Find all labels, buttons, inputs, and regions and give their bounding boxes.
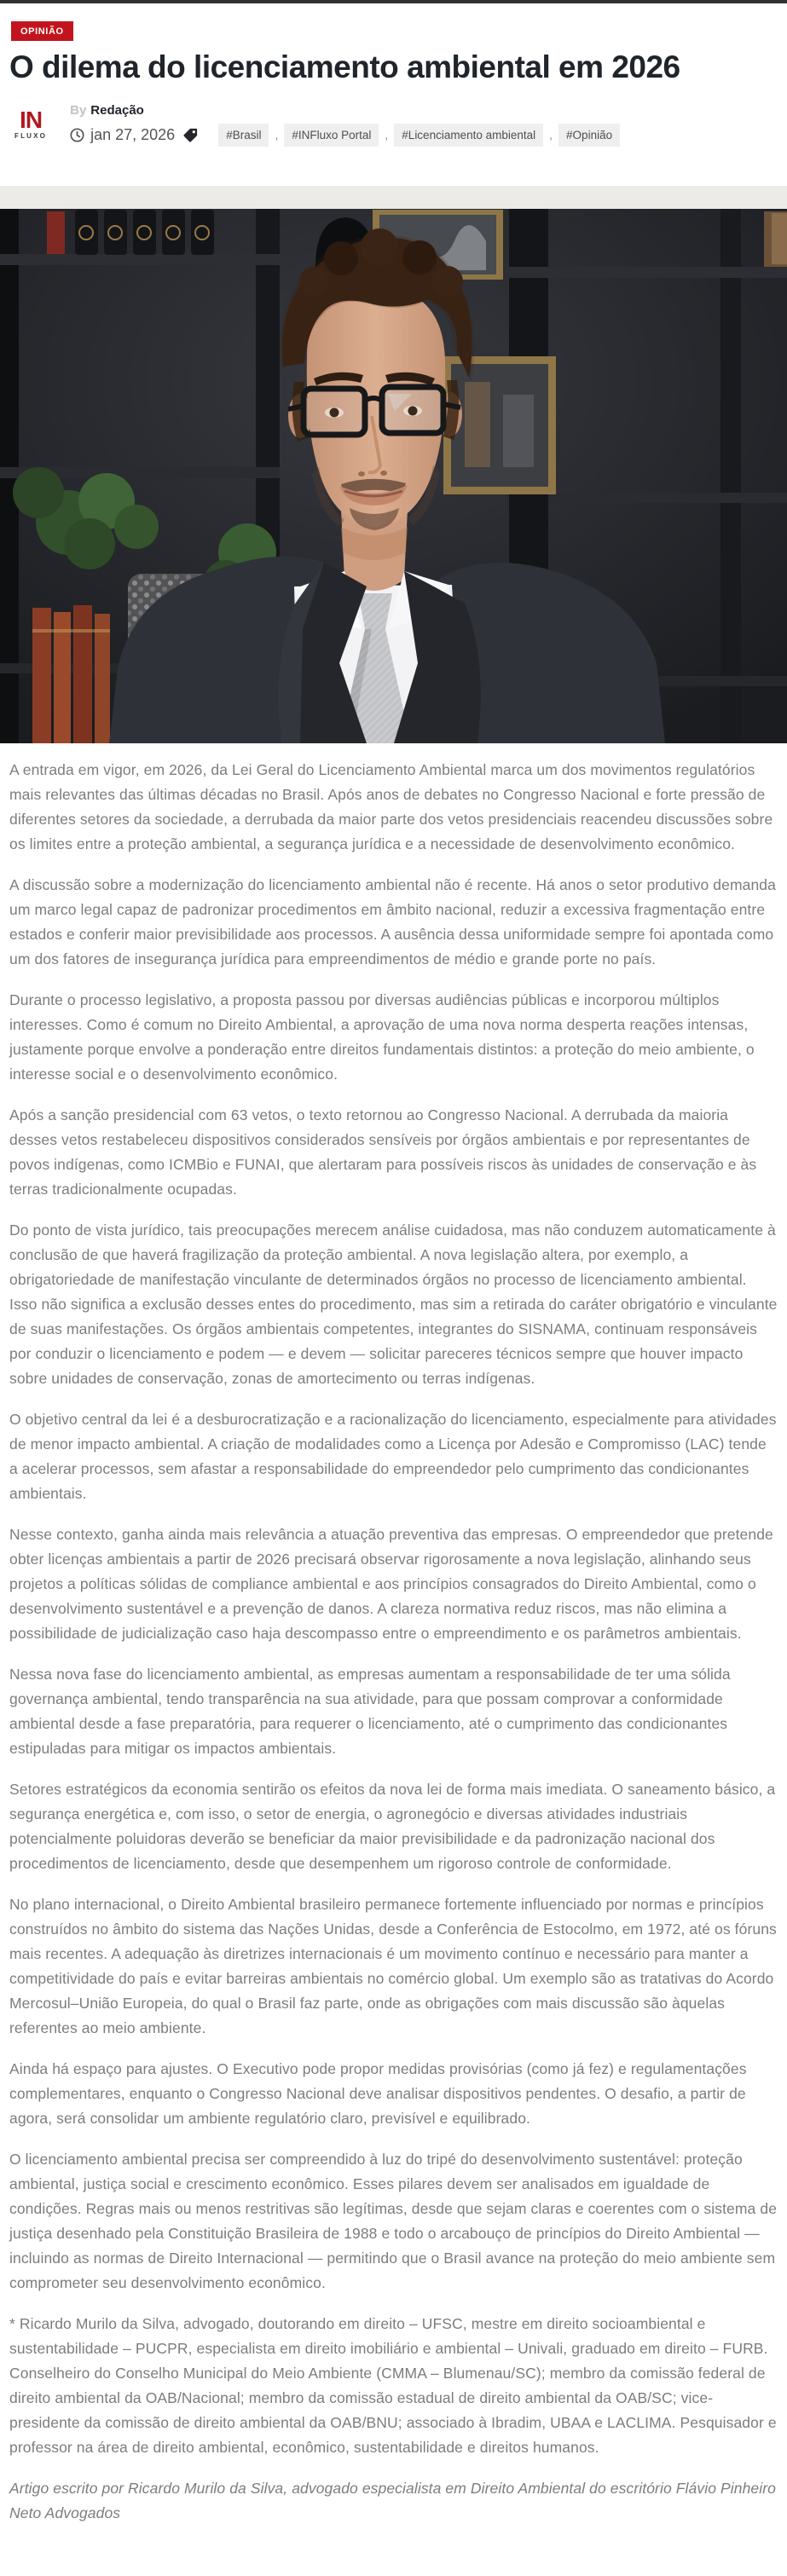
article-paragraph: A discussão sobre a modernização do licenciamento ambiental não é recente. Há anos o setor produtivo demanda um marco legal capaz de padronizar procedimentos em âmbito nacional, reduzir a excessiva fragmentação entre estados e conferir maior previsibilidade aos processos. A ausência dessa uniformidade sempre foi apontada como um dos fatores de insegurança jurídica para empreendimentos de médio e grande porte no país. [9,875,776,967]
article-paragraph: Após a sanção presidencial com 63 vetos, o texto retornou ao Congresso Nacional. A derrubada da maioria desses vetos restabeleceu dispositivos considerados sensíveis por órgãos ambientais e por representantes de povos indígenas, como ICMBio e FUNAI, que alertaram para possíveis riscos às unidades de conservação e às terras tradicionalmente ocupadas. [9,1106,757,1198]
article-paragraph: A entrada em vigor, em 2026, da Lei Geral do Licenciamento Ambiental marca um dos movimentos regulatórios mais relevantes das últimas décadas no Brasil. Após anos de debates no Congresso Nacional e forte pressão de diferentes setores da sociedade, a derrubada da maior parte dos vetos presidenciais reacendeu discussões sobre os limites entre a proteção ambiental, a segurança jurídica e a necessidade de desenvolvimento econômico. [9,760,773,852]
tag-icon [182,127,199,143]
article-paragraph: Setores estratégicos da economia sentirão os efeitos da nova lei de forma mais imediata. O saneamento básico, a segurança energética e, com isso, o setor de energia, o agronegócio e diversas atividades industriais potencialmente poluidoras deverão se beneficiar da maior previsibilidade e da padronização nacional dos procedimentos de licenciamento, desde que desempenhem um rigoroso controle de conformidade. [9,1780,776,1872]
tag-link[interactable]: #Brasil [218,124,269,147]
tag-separator: , [275,128,279,142]
tag-separator: , [549,128,553,142]
category-badge[interactable]: OPINIÃO [11,21,73,41]
article-paragraph: O objetivo central da lei é a desburocratização e a racionalização do licenciamento, especialmente para atividades de menor impacto ambiental. A criação de modalidades como a Licença por Adesão e Compromisso (LAC) tende a acelerar processos, sem afastar a responsabilidade do empreendedor pelo cumprimento das condicionantes ambientais. [9,1410,777,1502]
photo-wall-strip [0,186,787,209]
article-paragraph: * Ricardo Murilo da Silva, advogado, doutorando em direito – UFSC, mestre em direito socioambiental e sustentabilidade – PUCPR, especialista em direito imobiliário e ambiental – Univali, graduado em direito – FURB. Conselheiro do Conselho Municipal do Meio Ambiente (CMMA – Blumenau/SC); membro da comissão federal de direito ambiental da OAB/Nacional; membro da comissão estadual de direito ambiental da OAB/SC; vice-presidente da comissão de direito ambiental da OAB/BNU; associado à Ibradim, UBAA e LACLIMA. Pesquisador e professor na área de direito ambiental, econômico, sustentabilidade e direitos humanos. [9,2314,777,2456]
article-paragraph: Do ponto de vista jurídico, tais preocupações merecem análise cuidadosa, mas não conduzem automaticamente à conclusão de que haverá fragilização da proteção ambiental. A nova legislação altera, por exemplo, a obrigatoriedade de manifestação vinculante de determinados órgãos no processo de licenciamento ambiental. Isso não significa a exclusão desses entes do procedimento, mas sim a retirada do caráter obrigatório e vinculante de suas manifestações. Os órgãos ambientais competentes, integrantes do SISNAMA, continuam responsáveis por conduzir o licenciamento e podem — e devem — solicitar pareceres técnicos sempre que houver impacto sobre unidades de conservação, zonas de amortecimento ou terras indígenas. [9,1221,778,1387]
tag-link[interactable]: #INFluxo Portal [284,124,379,147]
tag-link[interactable]: #Licenciamento ambiental [394,124,543,147]
article-paragraph: Artigo escrito por Ricardo Murilo da Silva, advogado especialista em Direito Ambiental do escritório Flávio Pinheiro Neto Advogados [9,2479,776,2521]
publish-date-text: jan 27, 2026 [90,125,176,143]
site-logo-fluxo: FLUXO [14,131,48,140]
article-paragraph: Ainda há espaço para ajustes. O Executivo pode propor medidas provisórias (como já fez) e regulamentações complementares, enquanto o Congresso Nacional deve analisar dispositivos pendentes. O desafio, a partir de agora, será consolidar um ambiente regulatório claro, previsível e equilibrado. [9,2059,747,2127]
author-link[interactable]: Redação [90,102,144,118]
article-paragraph: Durante o processo legislativo, a proposta passou por diversas audiências públicas e incorporou múltiplos interesses. Como é comum no Direito Ambiental, a aprovação de uma nova norma desperta reações intensas, justamente porque envolve a ponderação entre direitos fundamentais distintos: a proteção do meio ambiente, o interesse social e o desenvolvimento econômico. [9,991,755,1083]
by-label: By [70,102,87,118]
clock-icon [70,128,84,142]
publish-date [70,126,175,144]
featured-image [0,186,787,743]
page-title: O dilema do licenciamento ambiental em 2026 [9,49,680,84]
byline [14,103,778,147]
article-paragraph: Nessa nova fase do licenciamento ambiental, as empresas aumentam a responsabilidade de ter uma sólida governança ambiental, tendo transparência na sua atividade, para que possam comprovar a conformidade ambiental desde a fase preparatória, para requerer o licenciamento, até o cumprimento das condicionantes estipuladas para mitigar os impactos ambientais. [9,1665,731,1757]
article-paragraph: O licenciamento ambiental precisa ser compreendido à luz do tripé do desenvolvimento sustentável: proteção ambiental, justiça social e crescimento econômico. Esses pilares devem ser analisados em igualdade de condições. Regras mais ou menos restritivas são legítimas, desde que sejam claras e coerentes com o sistema de justiça desenhado pela Constituição Brasileira de 1988 e todo o arcabouço de princípios do Direito Ambiental — incluindo as normas de Direito Internacional — permitindo que o Brasil avance na proteção do meio ambiente sem comprometer seu desenvolvimento econômico. [9,2150,778,2291]
author-line [70,103,620,118]
photo-canisters [75,210,214,255]
article-paragraph: Nesse contexto, ganha ainda mais relevância a atuação preventiva das empresas. O empreendedor que pretende obter licenças ambientais a partir de 2026 precisará observar rigorosamente a nova legislação, alinhando seus projetos a políticas sólidas de compliance ambiental e aos princípios consagrados do Direito Ambiental, como o desenvolvimento sustentável e a prevenção de danos. A clareza normativa reduz riscos, mas não elimina a possibilidade de judicialização caso haja descompasso entre o empreendimento e os parâmetros ambientais. [9,1525,773,1642]
tag-separator: , [385,128,389,142]
tag-list [218,124,620,147]
site-logo[interactable] [14,106,48,140]
article-paragraph: No plano internacional, o Direito Ambiental brasileiro permanece fortemente influenciado por normas e princípios construídos no âmbito do sistema das Nações Unidas, desde a Conferência de Estocolmo, em 1972, até os fóruns mais recentes. A adequação às diretrizes internacionais é um movimento contínuo e necessário para manter a competitividade do país e evitar barreiras ambientais no comércio global. Um exemplo são as tratativas do Acordo Mercosul–União Europeia, do qual o Brasil faz parte, onde as obrigações com mais discussão são àquelas referentes ao meio ambiente. [9,1895,777,2036]
article-body [0,743,787,2576]
site-logo-in: IN [20,106,43,133]
tag-link[interactable]: #Opinião [558,124,620,147]
